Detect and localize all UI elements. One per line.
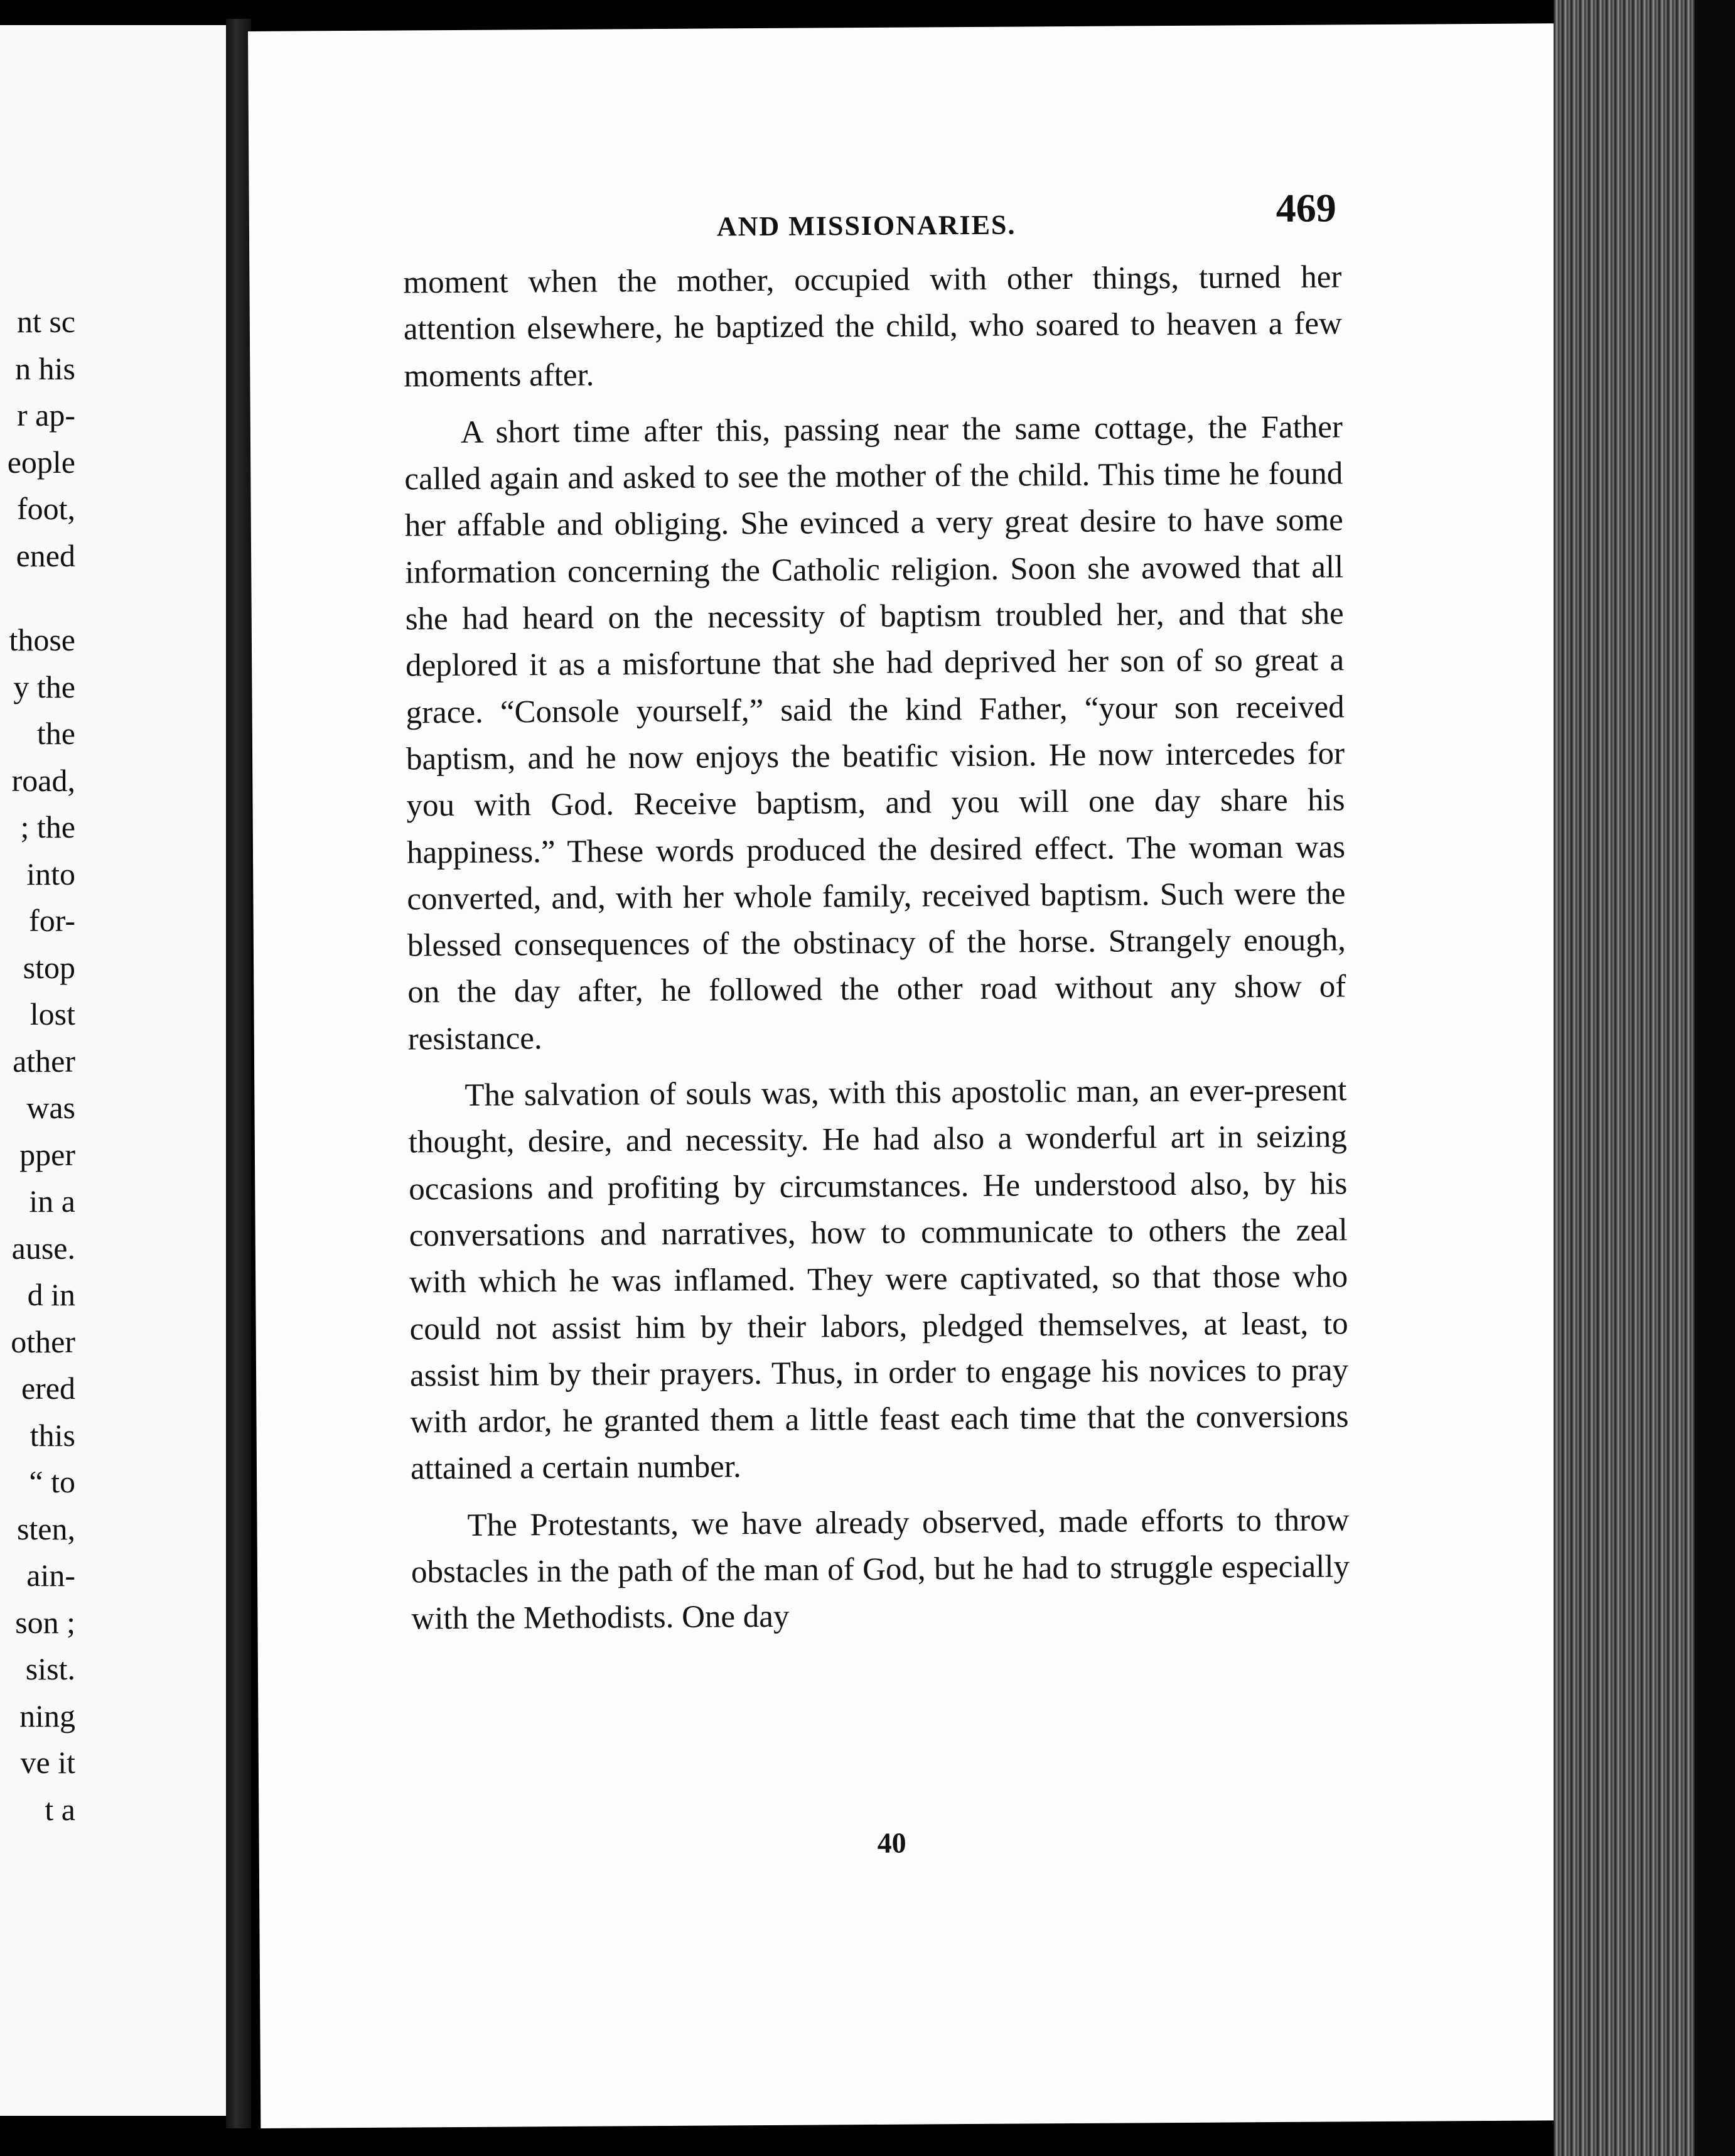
facing-line: t a — [45, 1791, 75, 1827]
facing-line: ; the — [20, 809, 75, 844]
paragraph: moment when the mother, occupied with other things, turned her attention elsewhere, he baptized the child, who soared to heaven a few moments after. — [403, 259, 1343, 394]
paragraph: The Protestants, we have already observed, made efforts to throw obstacles in the path of the man of God, but he had to struggle especially with the Methodists. One day — [411, 1502, 1350, 1637]
body-text — [403, 254, 1350, 1642]
paragraph: A short time after this, passing near the same cottage, the Father called again and asked to see the mother of the child. This time he found her affable and obliging. She evinced a very great desire to have some information concerning the Catholic religion. Soon she avowed that all she had heard on the necessity of baptism troubled her, and that she deplored it as a misfortune that she had deprived her son of so great a grace. “Console yourself,” said the kind Father, “your son received baptism, and he now enjoys the beatific vision. He now intercedes for you with God. Receive baptism, and you will one day share his happiness.” These words produced the desired effect. The woman was converted, and, with her whole family, received baptism. Such were the blessed consequences of the obstinacy of the horse. Strangely enough, on the day after, he followed the other road without any show of resistance. — [404, 409, 1346, 1057]
facing-line: lost — [30, 996, 75, 1032]
facing-line: other — [11, 1323, 75, 1359]
signature-mark: 40 — [877, 1826, 906, 1859]
facing-page-fragment — [0, 25, 230, 2116]
facing-line: r ap- — [17, 397, 75, 433]
facing-line: ve it — [20, 1745, 75, 1780]
facing-line: ning — [19, 1698, 75, 1733]
page-number: 469 — [1276, 185, 1336, 231]
facing-line: for- — [29, 903, 75, 938]
running-head-title: AND MISSIONARIES. — [716, 209, 1016, 242]
facing-line: eople — [7, 444, 75, 480]
facing-line: “ to — [29, 1464, 75, 1499]
facing-line: nt sc — [16, 304, 75, 339]
facing-line: son ; — [15, 1604, 75, 1640]
facing-line: sten, — [16, 1511, 75, 1546]
facing-line: ain- — [26, 1558, 75, 1593]
facing-line: ather — [13, 1043, 75, 1079]
facing-line: d in — [27, 1277, 75, 1312]
facing-line: foot, — [16, 491, 75, 526]
facing-line: y the — [13, 669, 75, 704]
running-head — [249, 164, 1554, 242]
book-gutter — [226, 19, 251, 2128]
book-cover-edge — [1695, 0, 1735, 2156]
facing-line: sist. — [25, 1651, 75, 1686]
facing-line: in a — [29, 1183, 75, 1219]
facing-line: the — [36, 716, 75, 751]
facing-line: into — [26, 856, 75, 892]
facing-line: those — [9, 622, 75, 657]
facing-line: ause. — [11, 1230, 75, 1266]
facing-line: this — [30, 1417, 75, 1453]
facing-line: n his — [15, 350, 75, 386]
facing-line: road, — [11, 762, 75, 798]
facing-page-text — [0, 298, 75, 1833]
facing-line: pper — [19, 1136, 75, 1172]
book-page — [248, 23, 1566, 2128]
facing-line: stop — [23, 949, 75, 985]
facing-line: was — [26, 1090, 75, 1125]
paragraph: The salvation of souls was, with this apostolic man, an ever-present thought, desire, and necessity. He had also a wonderful art in seizing occasions and profiting by circumstances. He understood also, by his conversations and narratives, how to communicate to others the zeal with which he was inflamed. They were captivated, so that those who could not assist him by their labors, pledged themselves, at least, to assist him by their prayers. Thus, in order to engage his novices to pray with ardor, he granted them a little feast each time that the conversions attained a certain number. — [408, 1072, 1349, 1487]
facing-line: ered — [21, 1371, 75, 1406]
facing-line: ened — [16, 537, 75, 573]
